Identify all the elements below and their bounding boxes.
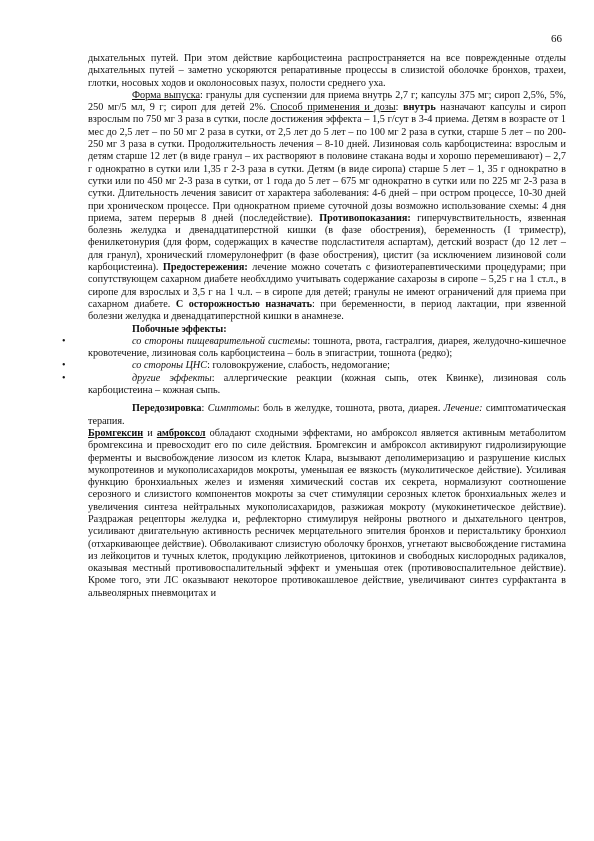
side-effect-label: другие эффекты bbox=[132, 372, 212, 384]
caution-label: С осторожностью назначать bbox=[175, 298, 312, 310]
precautions-text: лечение можно сочетать с физиотерапевтическими процедурами; при сопутствующем сахарном диабете необхлдимо учитывать содержание сахарозы в сиропе – 5,25 г на 1 ст.л., в сиропе для взрослых и 3,5 г на 1 ч.л. – в сиропе для детей; гранулы не имеют ограничений для приема при сахарном диабете. bbox=[88, 262, 566, 310]
paragraph-overdose bbox=[88, 403, 566, 428]
contraindications-text: гиперчувствительность, язвенная болезнь желудка и двенадцатиперстной кишки (в фазе обострения), беременность (I триместр), фенилкетонурия (для форм, содержащих в качестве подсластителя аспартам), детский возраст (до 12 лет – для гранул), хронический гломерулонефрит (в фазе обострения), цистит (за исключением лизиновой соли карбоцистеина). bbox=[88, 212, 566, 274]
paragraph-bromhexine bbox=[88, 428, 566, 600]
treatment-text: симптоматическая терапия. bbox=[88, 403, 566, 427]
side-effect-text: : тошнота, рвота, гастралгия, диарея, желудочно-кишечное кровотечение, лизиновая соль карбоцистеина – боль в эпигастрии, тошнота (редко); bbox=[88, 335, 566, 360]
side-effects-header: Побочные эффекты: bbox=[132, 323, 227, 335]
bullet-icon: • bbox=[62, 372, 66, 384]
bromhexine-text: обладают сходными эффектами, но амброксол является активным метаболитом бромгексина и превосходит его по силе действия. Бромгексин и амброксол активируют гидролизирующие ферменты и высвобождение лизосом из клеток Клара, вызывают деполимеризацию и разрушение кислых мукопротеинов и мукополисахаридов мокроты, уменьшая ее вязкость (муколитическое действие). Усиливая функцию бронхиальных желез и изменяя химический состав их секрета, нормализуют соотношение серозного и слизистого компонентов мокроты за счет стимуляции серозных клеток бронхиальных желез и увеличения синтеза нейтральных мукополисахаридов, разжижая мокроту (мукокинетическое действие). Раздражая рецепторы желудка и, рефлекторно стимулируя нейроны рвотного и дыхательного центров, усиливают двигательную активность ресничек мерцательного эпителия бронхов и перистальтику бронхиол (отхаркивающее действие). Обволакивают слизистую оболочку бронхов, угнетают высвобождение гистамина из лейкоцитов и тучных клеток, продукцию лейкотриенов, цитокинов и свободных кислородных радикалов, оказывая местный противовоспалительный эффект и уменьшая отек (противовоспалительное действие). Кроме того, эти ЛС оказывают некоторое противокашлевое действие, увеличивают синтез сурфактанта в альвеолярных пневмоцитах и bbox=[88, 427, 567, 599]
overdose-label: Передозировка bbox=[132, 403, 202, 415]
bromhexine-label: Бромгексин bbox=[88, 427, 144, 439]
form-text: : гранулы для суспензии для приема внутрь 2,7 г; капсулы 375 мг; сироп 2,5%, 5%, 250 мг/5 мл, 9 г; сироп для детей 2%. bbox=[88, 89, 566, 114]
side-effect-item bbox=[62, 360, 566, 372]
side-effect-text: : головокружение, слабость, недомогание; bbox=[207, 360, 390, 372]
side-effect-text: : аллергические реакции (кожная сыпь, отек Квинке), лизиновая соль карбоцистеина – кожная сыпь. bbox=[88, 372, 566, 397]
dosage-text: назначают капсулы и сироп взрослым по 750 мг 3 раза в сутки, после достижения эффекта – 1,5 г/сут в 3-4 приема. Детям в возрасте от 1 мес до 2,5 лет – по 50 мг 2 раза в сутки, от 2,5 лет до 5 лет – по 100 мг 2 раза в сутки, старше 5 лет – по 200-250 мг 3 раза в сутки. Продолжительность лечения – 8-10 дней. Лизиновая соль карбоцистеина: взрослым и детям старше 12 лет (в виде гранул – их растворяют в половине стакана воды и хорошо перемешивают) – 2,7 г однократно в сутки или 1,35 г 2-3 раза в сутки. Детям (в виде сиропа) старше 5 лет – 1, 35 г однократно в сутки или по 450 мг 2-3 раза в сутки, от 1 года до 5 лет – 675 мг однократно в сутки или по 225 мг 2-3 раза в сутки. Длительность лечения зависит от характера заболевания: 4-6 дней – при остром процессе, 10-30 дней при хроническом процессе. При однократном приеме суточной дозы возможно использование схемы: 4 дня приема, затем перерыв 8 дней (последействие). bbox=[88, 102, 566, 224]
overdose-sep: : bbox=[201, 403, 208, 415]
treatment-label: Лечение: bbox=[443, 403, 483, 415]
bromhexine-and: и bbox=[143, 427, 157, 439]
bullet-icon: • bbox=[62, 335, 66, 347]
ambroxol-label: амброксол bbox=[156, 427, 206, 439]
symptoms-text: : боль в желудке, тошнота, рвота, диарея. bbox=[256, 403, 444, 415]
dosage-label: Способ применения и дозы bbox=[270, 102, 396, 114]
side-effect-item bbox=[62, 372, 566, 398]
page-number: 66 bbox=[551, 33, 562, 45]
precautions-label: Предостережения: bbox=[162, 262, 248, 274]
side-effect-label: со стороны пищеварительной системы bbox=[132, 335, 308, 347]
contraindications-label: Противопоказания: bbox=[319, 212, 411, 224]
page-content bbox=[62, 53, 567, 600]
side-effect-label: со стороны ЦНС bbox=[132, 360, 208, 372]
paragraph-intro: дыхательных путей. При этом действие карбоцистеина распространяется на все поврежденные отделы дыхательных путей – заметно ускоряются репаративные процессы в слизистой оболочке бронхов, трахеи, глотки, носовых ходов и околоносовых пазух, полости среднего уха. bbox=[88, 53, 566, 89]
internal-label: внутрь bbox=[403, 102, 436, 114]
bullet-icon: • bbox=[62, 360, 66, 372]
paragraph-form-and-dosage bbox=[88, 90, 566, 324]
symptoms-label: Симптомы bbox=[207, 403, 257, 415]
side-effect-item bbox=[62, 335, 566, 361]
form-label: Форма выпуска bbox=[132, 89, 201, 101]
caution-text: : при беременности, в период лактации, при язвенной болезни желудка и двенадцатиперстной кишки в анамнезе. bbox=[88, 298, 566, 323]
dosage-colon: : bbox=[395, 102, 404, 114]
